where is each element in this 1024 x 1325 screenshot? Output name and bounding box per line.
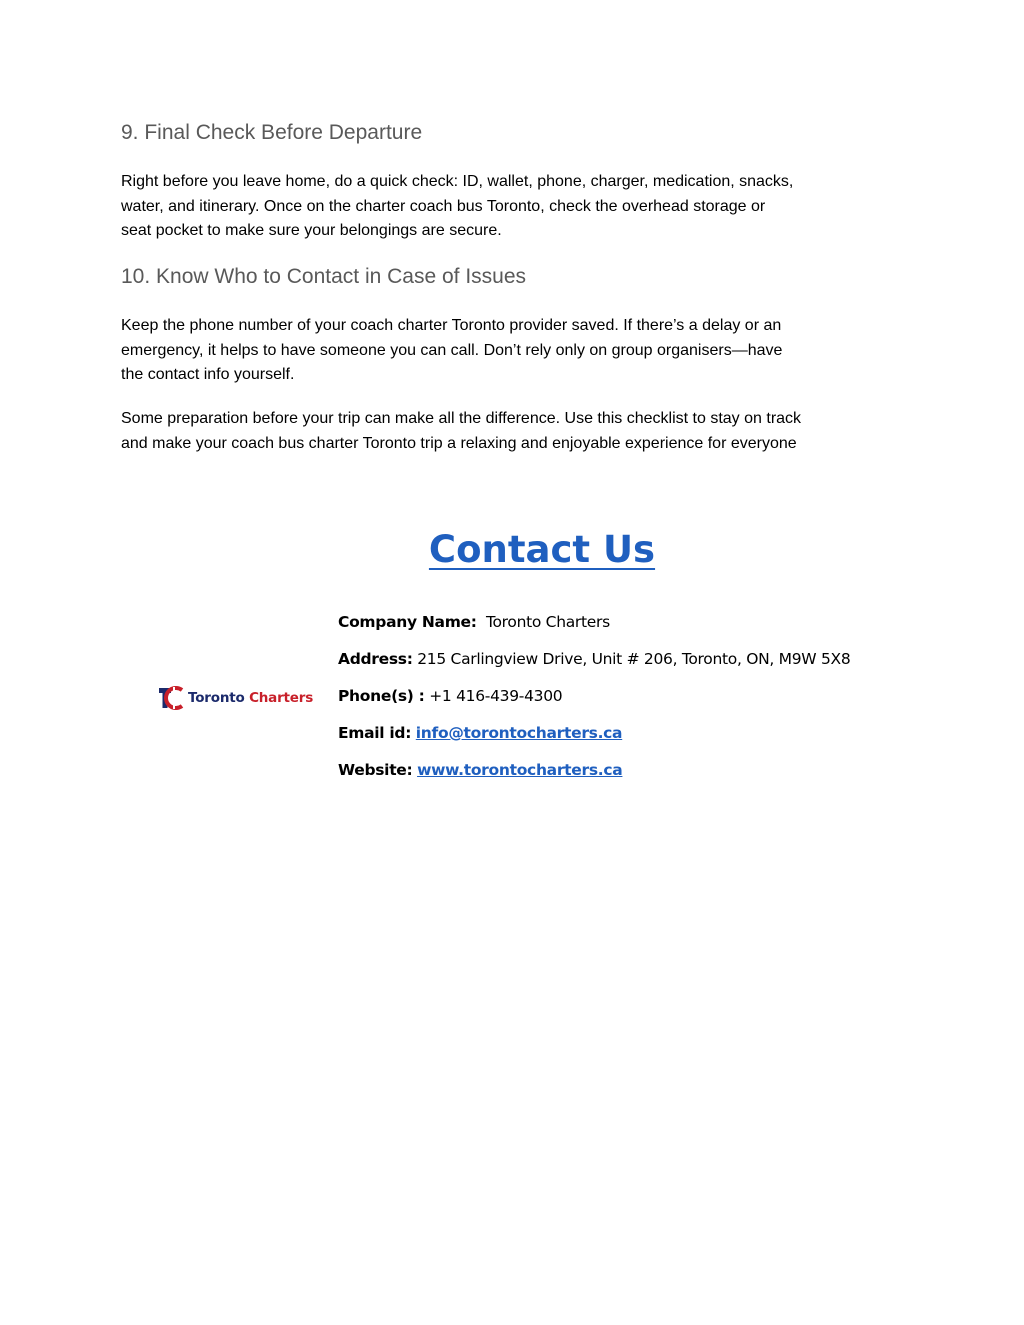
paragraph-line: and make your coach bus charter Toronto trip a relaxing and enjoyable experience for everyone xyxy=(121,434,797,452)
address-row xyxy=(338,650,850,668)
website-row xyxy=(338,761,622,779)
company-name-value: Toronto Charters xyxy=(485,613,610,631)
toronto-charters-logo xyxy=(158,684,313,712)
website-link[interactable]: www.torontocharters.ca xyxy=(417,761,623,779)
logo-wordmark xyxy=(188,690,313,706)
logo-word-charters: Charters xyxy=(249,690,314,706)
section-heading-contact-issues: 10. Know Who to Contact in Case of Issues xyxy=(121,265,527,288)
website-label: Website: xyxy=(338,761,413,779)
tc-logo-mark-icon xyxy=(158,685,184,711)
company-name-row xyxy=(338,613,610,631)
phone-value: +1 416-439-4300 xyxy=(429,687,563,705)
email-label: Email id: xyxy=(338,724,412,742)
company-name-label: Company Name: xyxy=(338,613,477,631)
email-row xyxy=(338,724,622,742)
paragraph-final-check xyxy=(121,170,921,244)
logo-word-toronto: Toronto xyxy=(188,690,245,706)
address-value: 215 Carlingview Drive, Unit # 206, Toronto, ON, M9W 5X8 xyxy=(417,650,851,668)
paragraph-line: the contact info yourself. xyxy=(121,366,295,383)
paragraph-line: seat pocket to make sure your belongings are secure. xyxy=(121,222,502,239)
phone-label: Phone(s) : xyxy=(338,687,425,705)
paragraph-conclusion xyxy=(121,407,921,456)
phone-row xyxy=(338,687,562,705)
section-heading-final-check: 9. Final Check Before Departure xyxy=(121,121,423,144)
email-link[interactable]: info@torontocharters.ca xyxy=(415,724,623,742)
paragraph-contact-issues xyxy=(121,314,921,388)
paragraph-line: emergency, it helps to have someone you can call. Don’t rely only on group organisers—have xyxy=(121,341,783,359)
address-label: Address: xyxy=(338,650,413,668)
paragraph-line: water, and itinerary. Once on the charter coach bus Toronto, check the overhead storage or xyxy=(121,197,766,215)
paragraph-line: Some preparation before your trip can make all the difference. Use this checklist to stay on track xyxy=(121,410,802,427)
paragraph-line: Right before you leave home, do a quick check: ID, wallet, phone, charger, medication, snacks, xyxy=(121,173,794,190)
contact-us-title: Contact Us xyxy=(428,528,656,571)
paragraph-line: Keep the phone number of your coach charter Toronto provider saved. If there’s a delay or an xyxy=(121,317,782,334)
